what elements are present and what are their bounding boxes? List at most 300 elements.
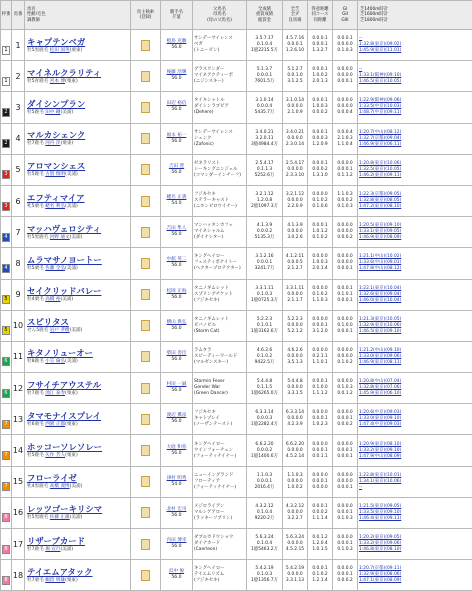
record-good: 1.2.6.10 (286, 48, 304, 53)
trainer-region: (美浦) (60, 297, 73, 302)
jockey-link[interactable]: 松岡 正海 (167, 289, 187, 294)
jockey-link[interactable]: 村田 一誠 (167, 382, 187, 387)
record-dirt: 0.0.0.0 (287, 136, 302, 141)
record-g1: 0.0.0.0 (337, 566, 352, 571)
horse-coat: 鹿毛 (35, 359, 44, 364)
record-g2: 0.0.0.0 (337, 354, 352, 359)
owner-search-icon[interactable] (141, 320, 150, 331)
best-1400-link[interactable]: 1:20.2(東京)(09.05) (359, 535, 401, 540)
best-time-cell (358, 529, 472, 560)
record-graded: 0.1.1.5 (257, 385, 272, 390)
record-good: 3.3.1.13 (286, 578, 304, 583)
record-g2: 0.0.0.2 (337, 198, 352, 203)
record-g3: 0.0.0.1 (337, 266, 352, 271)
trainer-link[interactable]: 高橋 裕 (45, 297, 60, 302)
record-same-course: 1.0.0.3 (312, 260, 327, 265)
trainer-link[interactable]: 古賀 慎明 (45, 172, 65, 177)
best-time-cell (358, 185, 472, 216)
table-row (1, 123, 472, 154)
jockey-link[interactable]: 津村 明秀 (167, 476, 187, 481)
horse-sub (27, 235, 130, 241)
record-same-course: 0.0.0.1 (312, 416, 327, 421)
trainer-link[interactable]: 蛯名 利弘 (45, 204, 65, 209)
best-1400-link[interactable]: 1:21.5(東京)(09.05) (359, 504, 401, 509)
record-g1: 0.0.0.0 (337, 161, 352, 166)
horse-sub (27, 266, 130, 272)
record-turf: 5.1.2.7 (287, 67, 302, 72)
trainer-link[interactable]: 田中 剛 (45, 110, 60, 115)
best-time-cell (358, 310, 472, 341)
horse-sex: 牡5 (27, 110, 35, 115)
jockey-link[interactable]: 北村 宏司 (167, 507, 187, 512)
record-same-course: 0.0.0.2 (312, 510, 327, 515)
best-1600-link[interactable]: 1:33.1(東京)(09.05) (359, 229, 401, 234)
horse-sub (27, 484, 130, 490)
horse-sex: せん5 (27, 328, 39, 333)
record-same-dist: 0.0.0.0 (312, 485, 327, 490)
best-1600-link[interactable]: 1:33.5(東京)(09.10) (359, 510, 401, 515)
trainer-link[interactable]: 小笠 倫弘 (45, 359, 65, 364)
horse-sex: 牡8 (27, 359, 35, 364)
jockey-link[interactable]: 吉田 豊 (169, 164, 184, 169)
header-bms-label: (母の父馬名) (207, 18, 232, 23)
header-dist (283, 1, 308, 30)
prize-money: 5135.3万 (255, 235, 275, 240)
best-1800-link[interactable]: 1:47.2(東京)(08.10) (359, 204, 401, 209)
owner-search-icon[interactable] (141, 570, 150, 581)
waku-cell (1, 185, 12, 216)
prize-money: 1億3162.6万 (251, 329, 278, 334)
record-all: 4.1.3.9 (257, 223, 272, 228)
horse-cell (25, 466, 131, 497)
horse-coat: 黒鹿毛 (35, 235, 49, 240)
horse-sex: 牡5 (27, 266, 35, 271)
horse-sub (27, 453, 130, 459)
header-dist-dirt: 全ダ (291, 12, 300, 17)
horse-sex: 牡5 (27, 48, 35, 53)
jockey-link[interactable]: 鮫島 克駿 (167, 39, 187, 44)
best-time-cell (358, 123, 472, 154)
record-all: 1.1.0.3 (257, 473, 272, 478)
record-g2: 0.0.0.0 (337, 260, 352, 265)
waku-cell (1, 310, 12, 341)
record-dirt: 0.0.0.1 (287, 42, 302, 47)
weight: 56.0 (171, 263, 181, 268)
record-g3: 0.1.0.3 (337, 547, 352, 552)
prize-money: 2016.4万 (255, 485, 275, 490)
best-1800-link[interactable]: 1:46.0(東京)(10.04) (359, 298, 401, 303)
record-graded: 3.2.0.11 (255, 136, 273, 141)
best-1800-link[interactable]: 1:46.4(東京)(09.11) (359, 516, 401, 521)
dam: フェスティボナイトー (194, 260, 237, 265)
grade-cell (333, 341, 358, 372)
header-best-1600: 芝1600m時計 (360, 12, 388, 17)
best-1400-link[interactable]: 1:22.9(阪神)(09.06) (359, 98, 401, 103)
record-dirt: 0.0.0.0 (287, 323, 302, 328)
header-jockey-label: 騎手名 (170, 10, 183, 15)
weight: 54.0 (171, 482, 181, 487)
best-1600-link[interactable]: 1:33.2(東京)(09.06) (359, 541, 401, 546)
record-g2: 0.0.0.0 (337, 73, 352, 78)
trainer-region: (栗東) (60, 141, 73, 146)
horse-coat: 黒鹿毛 (35, 48, 49, 53)
record-g1: 0.0.0.0 (337, 504, 352, 509)
stats-cell (247, 248, 283, 279)
record-fav-dist: 0.0.0.0 (312, 442, 327, 447)
record-good: 1.0.0.2 (287, 485, 302, 490)
owner-search-icon[interactable] (141, 40, 150, 51)
horse-name-link[interactable]: ホッコーソレソレー (27, 442, 130, 452)
stats-cell (247, 154, 283, 185)
owner-search-icon[interactable] (141, 196, 150, 207)
best-1800-link[interactable]: 1:47.4(中京)(09.03) (359, 422, 401, 427)
horse-cell (25, 279, 131, 310)
trainer-link[interactable]: 佐藤 全弘 (45, 266, 65, 271)
record-turf: 4.6.2.6 (287, 348, 302, 353)
jockey-link[interactable]: 福永 祐一 (167, 133, 187, 138)
owner-search-icon[interactable] (141, 71, 150, 82)
horse-cell (25, 217, 131, 248)
best-1400-link[interactable]: 1:21.1(中山)(10.02) (359, 254, 401, 259)
jockey-link[interactable]: 大庭 和弥 (167, 445, 187, 450)
dam: ビバノビル (194, 323, 216, 328)
record-all: 4.3.2.12 (255, 504, 273, 509)
stats-cell (247, 61, 283, 92)
horse-sex: 牡5 (27, 79, 35, 84)
record-all: 5.6.3.24 (255, 535, 273, 540)
best-1400-link[interactable]: 1:22.1(東京)(10.04) (359, 286, 401, 291)
best-1400-link[interactable]: 1:20.6(中京)(09.03) (359, 410, 401, 415)
waku-badge: 6 (2, 357, 10, 366)
ban-cell: 9 (12, 279, 25, 310)
pedigree-cell (193, 497, 247, 528)
header-stats (247, 1, 283, 30)
record-g2: 0.0.0.1 (337, 510, 352, 515)
horse-coat: 鹿毛 (35, 391, 44, 396)
trainer-region: (栗東) (65, 453, 78, 458)
trainer-link[interactable]: 堀 宣行 (45, 547, 60, 552)
best-1800-link[interactable]: 1:48.7(中京)(09.11) (359, 110, 401, 115)
record-same-dist: 1.2.1.4 (312, 578, 327, 583)
broodmare-sire: (フォーティナイナー) (194, 454, 236, 459)
horse-name-link[interactable]: スピリタス (27, 317, 130, 327)
best-1600-link[interactable]: 1:32.9(東京)(10.06) (359, 323, 401, 328)
best-1400-link[interactable]: 1:21.3(東京)(10.05) (359, 317, 401, 322)
record-fav-dist: 0.0.0.1 (312, 379, 327, 384)
jockey-link[interactable]: 田辺 裕信 (167, 101, 187, 106)
jockey-link[interactable]: 蛯名 正義 (167, 195, 187, 200)
best-1600-link[interactable]: 1:32.6(東京)(09.04) (359, 292, 401, 297)
trainer-link[interactable]: 岩戸 孝樹 (50, 328, 70, 333)
jockey-link[interactable]: 中舘 英二 (167, 257, 187, 262)
horse-name-link[interactable]: リザーブカード (27, 536, 130, 546)
trainer-link[interactable]: 池江 泰寿 (45, 391, 65, 396)
record-dirt: 0.0.0.0 (287, 229, 302, 234)
best-1800-link[interactable]: 1:46.8(東京)(08.10) (359, 547, 401, 552)
owner-search-icon[interactable] (141, 102, 150, 113)
horse-name-link[interactable]: ダイシンプラン (27, 99, 130, 109)
trainer-link[interactable]: 松田 国英 (50, 48, 70, 53)
best-1400-link[interactable]: 1:21.2(中山)(09.10) (359, 348, 401, 353)
record-same-dist: 2.0.1.3 (312, 79, 327, 84)
best-1400-link[interactable]: 1:20.7(中山)(08.12) (359, 130, 401, 135)
horse-sub (27, 328, 130, 334)
owner-search-icon[interactable] (141, 414, 150, 425)
course-cell (308, 92, 333, 123)
horse-name-link[interactable]: キャプテンベガ (27, 37, 130, 47)
record-g3: 0.0.0.1 (337, 454, 352, 459)
record-graded: 0.0.0.3 (257, 416, 272, 421)
stats-cell (247, 341, 283, 372)
jockey-link[interactable]: 横山 典弘 (167, 320, 187, 325)
best-1600-link[interactable]: 1:32.8(東京)(09.02) (359, 42, 401, 47)
owner-search-icon[interactable] (141, 445, 150, 456)
record-good: 3.0.2.6 (287, 235, 302, 240)
jockey-link[interactable]: 柴田 善臣 (167, 351, 187, 356)
best-1800-link[interactable]: 1:47.8(中山)(08.12) (359, 266, 401, 271)
record-g2: 0.0.0.1 (337, 416, 352, 421)
header-best-1800: 芝1800m時計 (360, 18, 388, 23)
horse-name-link[interactable]: アロマンシェス (27, 161, 130, 171)
ban-cell: 4 (12, 123, 25, 154)
record-g2: 0.1.0.0 (337, 323, 352, 328)
best-1800-link[interactable]: 1:46.9(東京)(06.11) (359, 142, 401, 147)
record-good: 3.2.2.7 (287, 516, 302, 521)
grade-cell (333, 92, 358, 123)
best-1600-link[interactable]: 1:33.5(中京)(10.03) (359, 104, 401, 109)
best-1600-link[interactable]: 1:32.7(京都)(09.04) (359, 136, 401, 141)
best-1400-link[interactable]: 1:20.8(東京)(10.06) (359, 161, 401, 166)
record-graded: 0.1.0.4 (257, 541, 272, 546)
header-g2: GII (342, 12, 348, 17)
jockey-link[interactable]: 内田 博幸 (167, 538, 187, 543)
record-g2: 0.1.0.1 (337, 292, 352, 297)
owner-search-icon[interactable] (141, 351, 150, 362)
ban-cell: 1 (12, 30, 25, 61)
dam: フローティア (194, 479, 220, 484)
course-cell (308, 61, 333, 92)
record-g1: 0.0.0.0 (337, 379, 352, 384)
best-1600-link[interactable]: 1:32.8(東京)(07.06) (359, 385, 401, 390)
horse-name-link[interactable]: マイネルクラリティ (27, 68, 130, 78)
best-1800-link[interactable]: 1:46.2(東京)(09.11) (359, 173, 401, 178)
trainer-link[interactable]: 佐藤 正雄 (50, 515, 70, 520)
header-grade (333, 1, 358, 30)
best-1400-link[interactable]: -- (359, 36, 362, 41)
trainer-link[interactable]: 河野 通文 (50, 235, 70, 240)
horse-cell (25, 497, 131, 528)
jockey-cell (161, 341, 193, 372)
best-1800-link[interactable]: 1:45.9(東京)(11.01) (359, 48, 401, 53)
best-1800-link[interactable]: 1:47.1(東京)(08.09) (359, 578, 401, 583)
jockey-cell (161, 310, 193, 341)
record-g3: 1.1.0.4 (337, 142, 352, 147)
trainer-region: (美浦) (60, 547, 73, 552)
dam: ダイシンラブビア (194, 104, 229, 109)
record-same-course: 0.1.0.2 (312, 198, 327, 203)
trainer-link[interactable]: 河内 洋 (45, 141, 60, 146)
record-same-dist: 0.0.0.2 (312, 110, 327, 115)
prize-money: 9422.5万 (255, 360, 275, 365)
owner-search-icon[interactable] (141, 383, 150, 394)
sire: Stormin Fever (194, 379, 225, 384)
pedigree-cell (193, 217, 247, 248)
horse-name-link[interactable]: マルカシェンク (27, 130, 130, 140)
header-mark-label: 馬主検索 (137, 10, 154, 15)
best-1400-link[interactable]: 1:20.5(東京)(09.10) (359, 223, 401, 228)
sire: ゼネラリスト (194, 161, 220, 166)
stats-cell (247, 497, 283, 528)
record-g2: 0.0.0.1 (337, 448, 352, 453)
course-cell (308, 310, 333, 341)
best-1600-link[interactable]: 1:33.6(中山)(09.01) (359, 260, 401, 265)
owner-search-icon[interactable] (141, 507, 150, 518)
horse-sex: 牝5 (27, 204, 35, 209)
best-time-cell (358, 92, 472, 123)
record-turf: 4.1.2.11 (286, 254, 304, 259)
header-weight-label: 斤量 (172, 15, 181, 20)
best-1400-link[interactable]: 1:22.8(東京)(10.01) (359, 473, 401, 478)
prize-money: 2億1097.3万 (251, 204, 278, 209)
owner-search-cell (131, 185, 161, 216)
header-horse-sex: 性齢/毛色 (27, 12, 46, 17)
best-1600-link[interactable]: 1:34.1(東京)(10.06) (359, 479, 401, 484)
horse-name-link[interactable]: レッツゴーキリシマ (27, 504, 130, 514)
best-1400-link[interactable]: 1:22.3(京都)(09.05) (359, 192, 401, 197)
best-1400-link[interactable]: 1:20.7(京都)(09.11) (359, 566, 401, 571)
record-all: 5.1.3.7 (257, 67, 272, 72)
owner-search-icon[interactable] (141, 133, 150, 144)
owner-search-icon[interactable] (141, 258, 150, 269)
best-time-cell (358, 248, 472, 279)
best-1600-link[interactable]: 1:33.1(阪神)(09.10) (359, 73, 401, 78)
ban-cell: 2 (12, 61, 25, 92)
jockey-link[interactable]: 渡辺 薫彦 (167, 413, 187, 418)
waku-badge: 7 (2, 451, 10, 460)
waku-badge: 1 (2, 77, 10, 86)
table-row (1, 279, 472, 310)
horse-cell (25, 154, 131, 185)
header-dam-label: 母馬名 (213, 12, 226, 17)
ban-cell: 5 (12, 154, 25, 185)
record-g1: 0.0.0.0 (337, 223, 352, 228)
owner-search-icon[interactable] (141, 476, 150, 487)
record-g2: 0.0.0.1 (337, 541, 352, 546)
header-sire (193, 1, 247, 30)
trainer-link[interactable]: 西園 正都 (45, 422, 65, 427)
prize-money: 1億2282.4万 (251, 422, 278, 427)
owner-search-cell (131, 154, 161, 185)
horse-name-link[interactable]: テイエムアタック (27, 567, 130, 577)
best-1800-link[interactable]: 1:46.5(東京)(10.05) (359, 79, 401, 84)
surface-cell (283, 123, 308, 154)
broodmare-sire: (Dehere) (194, 110, 213, 115)
dam: マルシゲアロー (194, 510, 225, 515)
record-fav-dist: 0.0.0.0 (312, 410, 327, 415)
best-1800-link[interactable]: 1:47.9(中山)(08.09) (359, 454, 401, 459)
owner-search-icon[interactable] (141, 227, 150, 238)
best-1600-link[interactable]: 1:32.9(東京)(08.06) (359, 572, 401, 577)
table-row (1, 497, 472, 528)
owner-search-icon[interactable] (141, 164, 150, 175)
best-1600-link[interactable]: 1:32.8(東京)(08.05) (359, 198, 401, 203)
owner-search-icon[interactable] (141, 289, 150, 300)
best-1600-link[interactable]: 1:33.0(東京)(09.06) (359, 354, 401, 359)
horse-sex: 牡7 (27, 391, 35, 396)
best-1800-link[interactable]: 1:46.9(東京)(08.11) (359, 360, 401, 365)
best-1800-link[interactable]: 1:46.5(東京)(09.10) (359, 329, 401, 334)
horse-name-link[interactable]: タマモナイスプレイ (27, 411, 130, 421)
owner-search-cell (131, 404, 161, 435)
record-g1: 0.0.0.0 (337, 67, 352, 72)
waku-cell (1, 466, 12, 497)
course-cell (308, 341, 333, 372)
record-g3: 0.1.0.3 (337, 204, 352, 209)
best-1600-link[interactable]: 1:33.0(東京)(09.10) (359, 416, 401, 421)
best-1800-link[interactable]: 1:45.9(東京)(06.10) (359, 391, 401, 396)
best-1800-link[interactable]: -- (359, 485, 362, 490)
waku-cell (1, 560, 12, 591)
trainer-link[interactable]: 宮本 博 (50, 79, 65, 84)
jockey-link[interactable]: 浜中 俊 (169, 569, 184, 574)
horse-name-link[interactable]: キタノリューオー (27, 348, 130, 358)
best-1600-link[interactable]: 1:32.5(東京)(10.05) (359, 167, 401, 172)
stats-cell (247, 529, 283, 560)
record-g3: 0.1.0.2 (337, 360, 352, 365)
stats-cell (247, 560, 283, 591)
sire: サンデーサイレンス (194, 130, 233, 135)
horse-name-link[interactable]: エフティマイア (27, 193, 130, 203)
waku-cell (1, 497, 12, 528)
jockey-link[interactable]: 吉田 隼人 (167, 226, 187, 231)
best-1800-link[interactable]: 1:46.9(東京)(08.09) (359, 235, 401, 240)
table-row (1, 466, 472, 497)
record-all: 2.5.4.17 (255, 161, 273, 166)
trainer-link[interactable]: 高橋 義博 (50, 484, 70, 489)
weight: 56.0 (171, 544, 181, 549)
horse-name-link[interactable]: セイクリッドバレー (27, 286, 130, 296)
best-1400-link[interactable]: 1:20.9(東京)(08.10) (359, 442, 401, 447)
weight: 56.0 (171, 107, 181, 112)
record-same-dist: 1.1.0.1 (312, 360, 327, 365)
horse-cell (25, 341, 131, 372)
record-same-course: 0.0.0.1 (312, 448, 327, 453)
jockey-link[interactable]: 後藤 浩輝 (167, 70, 187, 75)
record-good: 2.3.3.10 (286, 173, 304, 178)
table-row (1, 310, 472, 341)
best-time-cell (358, 154, 472, 185)
trainer-link[interactable]: 鶴留 明雄 (45, 578, 65, 583)
horse-name-link[interactable]: フローライゼ (27, 473, 130, 483)
course-cell (308, 30, 333, 61)
header-sire-label: 父馬名 (213, 7, 226, 12)
prize-money: 1億1400.6万 (251, 454, 278, 459)
course-cell (308, 123, 333, 154)
trainer-link[interactable]: 矢作 芳人 (45, 453, 65, 458)
best-1400-link[interactable]: 1:20.8(中山)(07.04) (359, 379, 401, 384)
best-1400-link[interactable]: -- (359, 67, 362, 72)
stats-cell (247, 310, 283, 341)
record-same-dist: 1.1.1.4 (312, 516, 327, 521)
owner-search-icon[interactable] (141, 539, 150, 550)
owner-search-cell (131, 529, 161, 560)
record-fav-dist: 0.0.0.0 (312, 348, 327, 353)
horse-name-link[interactable]: マッハヴェロシティ (27, 224, 130, 234)
horse-name-link[interactable]: ムラマサノヨートー (27, 255, 130, 265)
best-1600-link[interactable]: 1:33.2(東京)(09.10) (359, 448, 401, 453)
horse-name-link[interactable]: フサイチアウステル (27, 380, 130, 390)
jockey-cell (161, 185, 193, 216)
